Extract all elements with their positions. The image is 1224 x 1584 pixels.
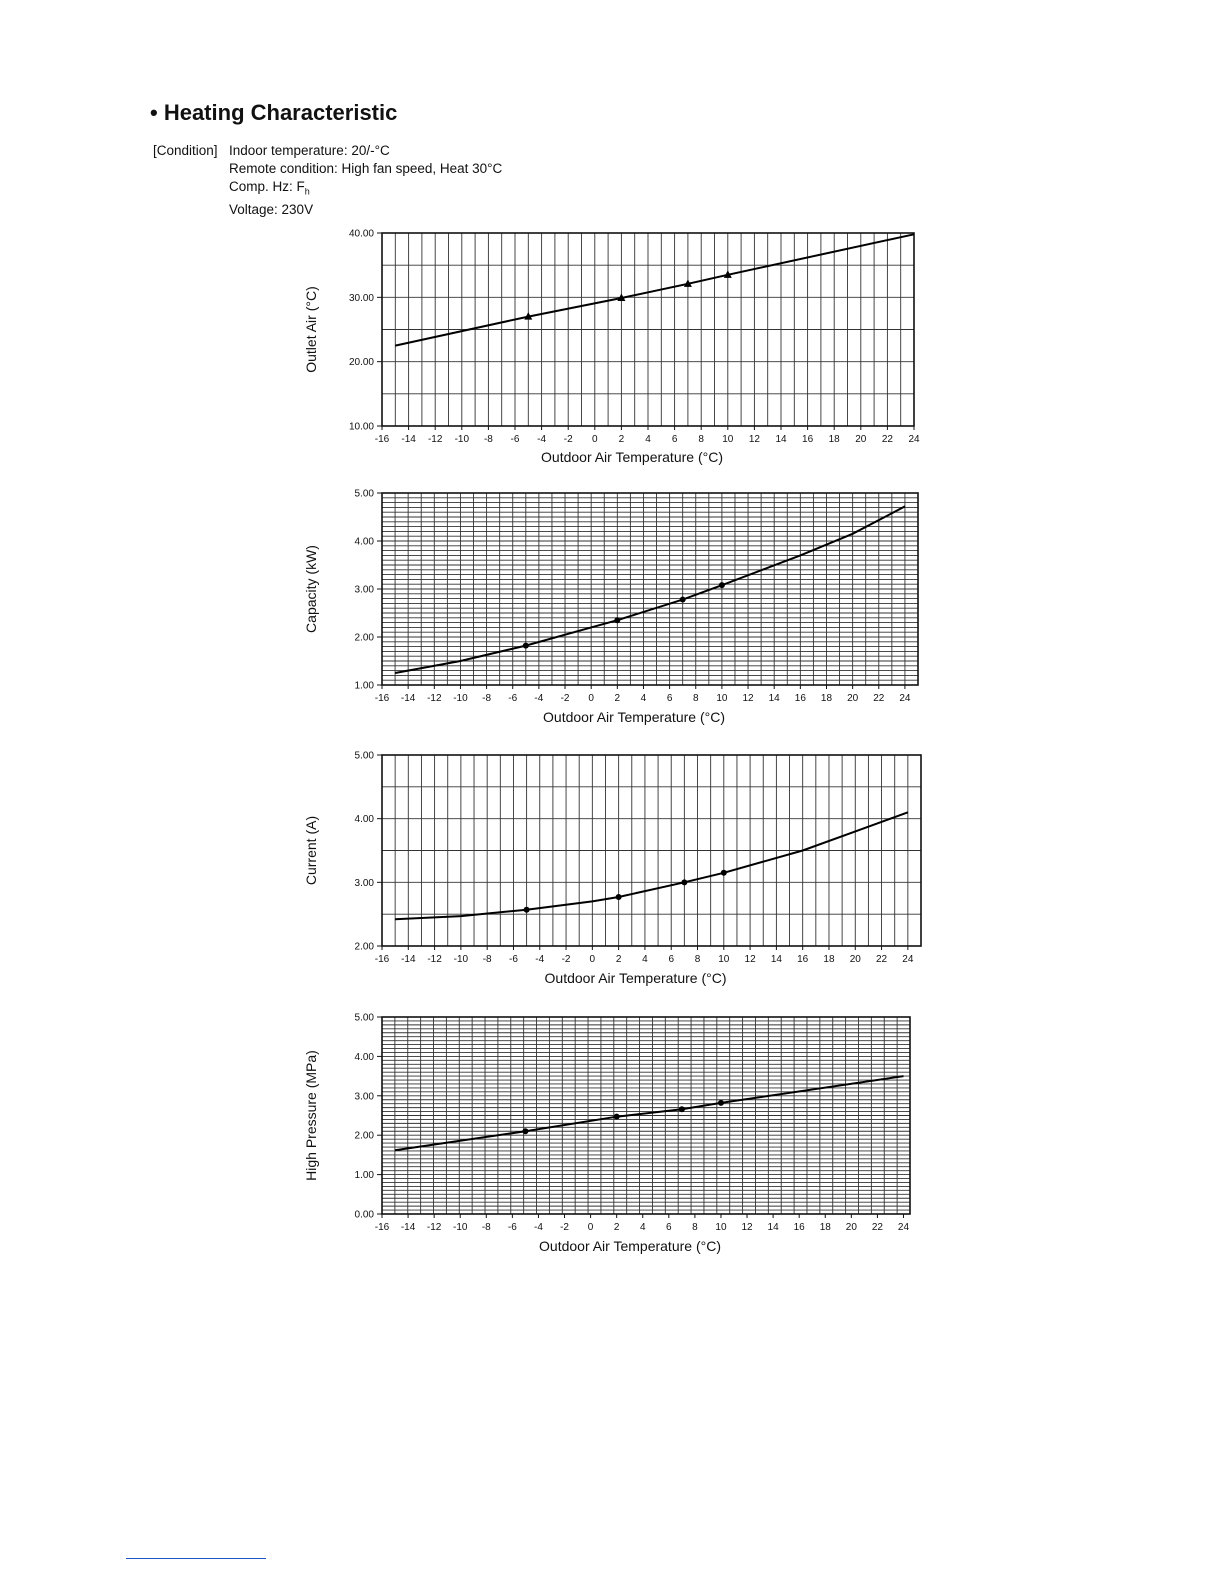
data-marker — [522, 1128, 528, 1134]
data-marker — [614, 1114, 620, 1120]
x-tick-label: 10 — [722, 434, 734, 445]
x-tick-label: 10 — [716, 693, 728, 704]
condition-comp-hz-subscript: h — [304, 186, 310, 197]
chart-4 — [303, 1013, 910, 1255]
x-tick-label: -6 — [510, 434, 520, 445]
y-tick-label: 3.00 — [354, 1091, 374, 1103]
x-tick-label: 18 — [819, 1222, 831, 1233]
chart-grid — [382, 1017, 910, 1214]
x-tick-label: 0 — [587, 1222, 594, 1233]
series-line — [395, 234, 914, 345]
x-tick-label: 14 — [768, 693, 780, 704]
data-marker — [524, 907, 530, 913]
x-tick-label: -6 — [507, 1222, 517, 1233]
x-tick-label: -12 — [427, 434, 443, 445]
data-marker — [718, 1100, 724, 1106]
x-tick-label: 4 — [640, 693, 647, 704]
x-tick-label: 2 — [613, 1222, 620, 1233]
y-tick-label: 30.00 — [348, 292, 374, 304]
y-tick-label: 5.00 — [354, 750, 374, 762]
x-tick-label: -14 — [400, 693, 416, 704]
x-tick-label: 6 — [668, 954, 675, 965]
condition-voltage: Voltage: 230V — [229, 201, 314, 217]
footer-rule — [126, 1558, 266, 1559]
y-tick-label: 4.00 — [354, 1051, 374, 1063]
y-tick-label: 2.00 — [354, 1130, 374, 1142]
y-axis-label: Current (A) — [303, 815, 319, 886]
x-tick-label: 12 — [741, 1222, 753, 1233]
y-tick-label: 2.00 — [354, 941, 374, 953]
y-axis-label: Outlet Air (°C) — [303, 286, 319, 373]
x-tick-label: 12 — [748, 434, 760, 445]
data-marker — [614, 617, 620, 623]
x-tick-label: -8 — [483, 434, 493, 445]
x-tick-label: -4 — [535, 954, 545, 965]
y-tick-label: 1.00 — [354, 1170, 374, 1182]
x-axis-label: Outdoor Air Temperature (°C) — [543, 709, 725, 725]
title-text: Heating Characteristic — [163, 100, 398, 125]
title-bullet: • — [150, 100, 158, 125]
x-tick-label: 16 — [797, 954, 809, 965]
x-tick-label: 24 — [902, 954, 914, 965]
x-tick-label: 6 — [666, 693, 673, 704]
chart-2 — [303, 489, 918, 726]
x-tick-label: 22 — [871, 1222, 883, 1233]
x-tick-label: 20 — [855, 434, 867, 445]
x-tick-label: 12 — [744, 954, 756, 965]
x-tick-label: 2 — [614, 693, 621, 704]
x-tick-label: -12 — [427, 693, 442, 704]
x-tick-label: 18 — [823, 954, 835, 965]
x-tick-label: -6 — [508, 693, 518, 704]
x-tick-label: -4 — [537, 434, 547, 445]
y-tick-label: 3.00 — [354, 877, 374, 889]
x-tick-label: 24 — [899, 693, 911, 704]
x-tick-label: 8 — [694, 954, 701, 965]
x-tick-label: 8 — [698, 434, 704, 445]
x-tick-label: 14 — [770, 954, 782, 965]
x-tick-label: -16 — [374, 1222, 390, 1233]
x-tick-label: 8 — [692, 693, 699, 704]
y-tick-label: 4.00 — [354, 814, 374, 826]
x-tick-label: 4 — [645, 434, 651, 445]
series-line — [395, 812, 908, 919]
chart-grid — [382, 493, 918, 685]
x-tick-label: -14 — [401, 954, 416, 965]
condition-comp-hz-text: Comp. Hz: F — [229, 179, 305, 194]
y-tick-label: 1.00 — [354, 680, 374, 692]
x-tick-label: 22 — [873, 693, 885, 704]
x-tick-label: 14 — [767, 1222, 779, 1233]
condition-indoor-temperature: Indoor temperature: 20/-°C — [229, 143, 390, 158]
condition-remote: Remote condition: High fan speed, Heat 30°C — [229, 161, 503, 176]
chart-grid — [382, 233, 914, 426]
x-tick-label: 18 — [828, 434, 840, 445]
x-tick-label: -16 — [374, 693, 390, 704]
x-tick-label: -6 — [509, 954, 518, 965]
x-tick-label: -16 — [374, 954, 390, 965]
x-tick-label: -10 — [453, 693, 468, 704]
y-tick-label: 4.00 — [354, 536, 374, 548]
x-tick-label: 4 — [639, 1222, 646, 1233]
chart-grid — [382, 755, 921, 946]
x-tick-label: -12 — [427, 954, 442, 965]
x-tick-label: 18 — [820, 693, 833, 704]
x-tick-label: 16 — [793, 1222, 805, 1233]
x-tick-label: -8 — [481, 1222, 491, 1233]
condition-label: [Condition] — [153, 143, 218, 158]
x-tick-label: -10 — [454, 434, 470, 445]
chart-3 — [303, 751, 921, 987]
x-axis-label: Outdoor Air Temperature (°C) — [539, 1238, 721, 1254]
y-tick-label: 10.00 — [348, 421, 374, 433]
x-tick-label: 0 — [589, 954, 596, 965]
x-tick-label: 24 — [897, 1222, 910, 1233]
x-tick-label: 16 — [794, 693, 806, 704]
y-tick-label: 5.00 — [354, 488, 374, 500]
x-tick-label: -2 — [561, 954, 571, 965]
x-axis-label: Outdoor Air Temperature (°C) — [541, 449, 723, 465]
y-tick-label: 40.00 — [348, 228, 374, 240]
x-tick-label: 6 — [666, 1222, 672, 1233]
x-tick-label: -8 — [482, 693, 492, 704]
x-tick-label: 4 — [642, 954, 648, 965]
data-marker — [719, 582, 725, 588]
x-tick-label: 20 — [845, 1222, 857, 1233]
x-tick-label: -8 — [482, 954, 492, 965]
x-tick-label: 10 — [715, 1222, 727, 1233]
data-marker — [721, 870, 727, 876]
x-tick-label: -2 — [560, 693, 570, 704]
x-tick-label: -14 — [401, 434, 416, 445]
x-tick-label: 0 — [588, 693, 594, 704]
x-tick-label: -2 — [563, 434, 573, 445]
data-marker — [616, 894, 622, 900]
y-tick-label: 0.00 — [354, 1209, 374, 1221]
y-tick-label: 5.00 — [354, 1012, 374, 1024]
x-tick-label: -16 — [374, 434, 390, 445]
x-tick-label: 16 — [802, 434, 814, 445]
x-tick-label: -4 — [534, 693, 544, 704]
x-tick-label: 24 — [908, 434, 920, 445]
data-marker — [681, 879, 687, 885]
x-tick-label: 22 — [881, 434, 893, 445]
x-tick-label: 20 — [847, 693, 859, 704]
y-tick-label: 2.00 — [354, 632, 374, 644]
x-tick-label: 12 — [742, 693, 754, 704]
data-marker — [523, 643, 529, 649]
y-tick-label: 3.00 — [354, 584, 374, 596]
x-tick-label: -2 — [560, 1222, 569, 1233]
x-tick-label: 2 — [615, 954, 622, 965]
x-tick-label: 0 — [592, 434, 598, 445]
data-marker — [680, 597, 686, 603]
x-tick-label: 2 — [618, 434, 625, 445]
x-tick-label: -4 — [533, 1222, 543, 1233]
y-axis-label: Capacity (kW) — [303, 545, 319, 633]
x-tick-label: 8 — [692, 1222, 698, 1233]
x-tick-label: 6 — [671, 434, 678, 445]
x-tick-label: 14 — [775, 434, 787, 445]
x-tick-label: 10 — [718, 954, 730, 965]
x-axis-label: Outdoor Air Temperature (°C) — [544, 970, 727, 986]
x-tick-label: 20 — [849, 954, 861, 965]
x-tick-label: -12 — [426, 1222, 442, 1233]
y-tick-label: 20.00 — [348, 357, 374, 369]
x-tick-label: -10 — [453, 954, 469, 965]
x-tick-label: 22 — [875, 954, 888, 965]
data-marker — [679, 1106, 685, 1112]
x-tick-label: -10 — [452, 1222, 468, 1233]
y-axis-label: High Pressure (MPa) — [303, 1050, 319, 1181]
chart-1 — [303, 229, 920, 466]
x-tick-label: -14 — [400, 1222, 416, 1233]
